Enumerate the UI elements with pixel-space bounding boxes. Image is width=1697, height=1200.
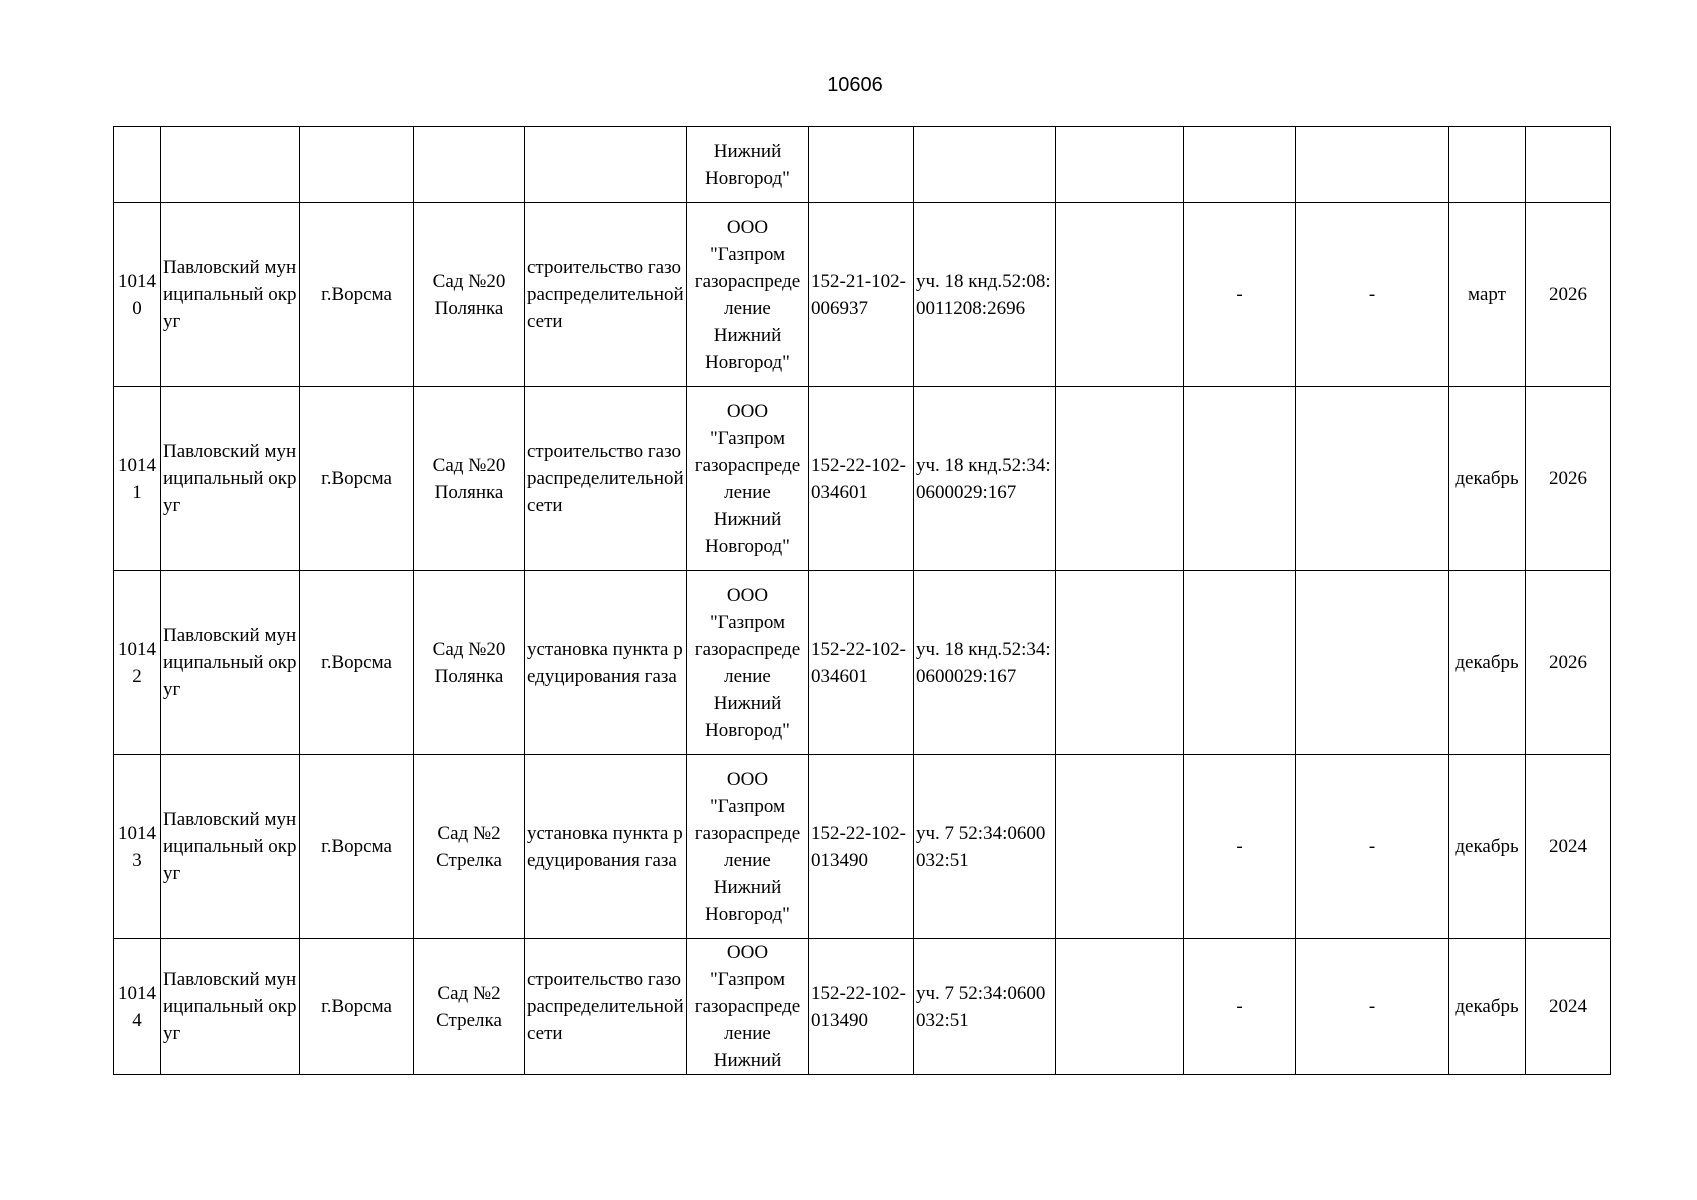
- cell-plot: [914, 127, 1056, 203]
- cell-month: март: [1449, 203, 1526, 387]
- cell-month: декабрь: [1449, 755, 1526, 939]
- cell-plot: уч. 18 кнд.52:08:0011208:2696: [914, 203, 1056, 387]
- cell-col11: -: [1296, 203, 1449, 387]
- cell-year: 2026: [1526, 387, 1611, 571]
- cell-col10: [1184, 127, 1296, 203]
- cell-org: ООО "Газпром газораспреде ление Нижний Новгород": [687, 755, 809, 939]
- cell-col10: -: [1184, 939, 1296, 1075]
- cell-year: 2026: [1526, 571, 1611, 755]
- cell-plot: уч. 7 52:34:0600032:51: [914, 755, 1056, 939]
- cell-town: г.Ворсма: [300, 939, 414, 1075]
- cell-work: [525, 127, 687, 203]
- cell-num: [114, 127, 161, 203]
- cell-district: Павловский муниципальный округ: [161, 203, 300, 387]
- cell-num: 10140: [114, 203, 161, 387]
- table-row: [114, 755, 1611, 939]
- cell-location: Сад №2 Стрелка: [414, 755, 525, 939]
- cell-col9: [1056, 571, 1184, 755]
- cell-town: г.Ворсма: [300, 755, 414, 939]
- cell-num: 10143: [114, 755, 161, 939]
- cell-year: 2026: [1526, 203, 1611, 387]
- cell-col11: -: [1296, 755, 1449, 939]
- cell-code: 152-22-102-034601: [809, 571, 914, 755]
- cell-col10: -: [1184, 203, 1296, 387]
- cell-col11: [1296, 387, 1449, 571]
- table-row: [114, 571, 1611, 755]
- table-row: [114, 203, 1611, 387]
- cell-code: 152-22-102-013490: [809, 939, 914, 1075]
- cell-work: строительство газораспределительной сети: [525, 939, 687, 1075]
- cell-town: г.Ворсма: [300, 387, 414, 571]
- cell-location: [414, 127, 525, 203]
- table-row: [114, 387, 1611, 571]
- cell-town: [300, 127, 414, 203]
- cell-work: установка пункта редуцирования газа: [525, 571, 687, 755]
- cell-col9: [1056, 127, 1184, 203]
- cell-col10: -: [1184, 755, 1296, 939]
- cell-month: [1449, 127, 1526, 203]
- cell-district: Павловский муниципальный округ: [161, 939, 300, 1075]
- cell-org: Нижний Новгород": [687, 127, 809, 203]
- cell-plot: уч. 7 52:34:0600032:51: [914, 939, 1056, 1075]
- cell-col9: [1056, 755, 1184, 939]
- cell-org: ООО "Газпром газораспреде ление Нижний Новгород": [687, 387, 809, 571]
- cell-code: 152-22-102-034601: [809, 387, 914, 571]
- cell-col9: [1056, 387, 1184, 571]
- cell-col11: [1296, 127, 1449, 203]
- continuation-row: [114, 127, 1611, 203]
- cell-plot: уч. 18 кнд.52:34:0600029:167: [914, 571, 1056, 755]
- cell-num: 10144: [114, 939, 161, 1075]
- cell-location: Сад №20 Полянка: [414, 203, 525, 387]
- cell-month: декабрь: [1449, 571, 1526, 755]
- cell-org: ООО "Газпром газораспреде ление Нижний Новгород": [687, 203, 809, 387]
- cell-num: 10142: [114, 571, 161, 755]
- cell-plot: уч. 18 кнд.52:34:0600029:167: [914, 387, 1056, 571]
- cell-location: Сад №20 Полянка: [414, 571, 525, 755]
- gas-works-table: [113, 126, 1611, 1075]
- table-row: [114, 939, 1611, 1075]
- cell-year: [1526, 127, 1611, 203]
- cell-col10: [1184, 571, 1296, 755]
- cell-org: ООО "Газпром газораспреде ление Нижний Новгород": [687, 571, 809, 755]
- cell-col9: [1056, 939, 1184, 1075]
- cell-month: декабрь: [1449, 939, 1526, 1075]
- cell-code: [809, 127, 914, 203]
- cell-year: 2024: [1526, 939, 1611, 1075]
- cell-town: г.Ворсма: [300, 203, 414, 387]
- cell-work: строительство газораспределительной сети: [525, 203, 687, 387]
- cell-district: [161, 127, 300, 203]
- cell-month: декабрь: [1449, 387, 1526, 571]
- cell-work: строительство газораспределительной сети: [525, 387, 687, 571]
- cell-town: г.Ворсма: [300, 571, 414, 755]
- cell-col11: [1296, 571, 1449, 755]
- cell-num: 10141: [114, 387, 161, 571]
- cell-work: установка пункта редуцирования газа: [525, 755, 687, 939]
- cell-col11: -: [1296, 939, 1449, 1075]
- cell-location: Сад №20 Полянка: [414, 387, 525, 571]
- cell-district: Павловский муниципальный округ: [161, 571, 300, 755]
- cell-code: 152-21-102-006937: [809, 203, 914, 387]
- cell-district: Павловский муниципальный округ: [161, 387, 300, 571]
- cell-location: Сад №2 Стрелка: [414, 939, 525, 1075]
- page-number: 10606: [827, 74, 883, 96]
- cell-col10: [1184, 387, 1296, 571]
- cell-code: 152-22-102-013490: [809, 755, 914, 939]
- cell-col9: [1056, 203, 1184, 387]
- cell-district: Павловский муниципальный округ: [161, 755, 300, 939]
- cell-org: ООО "Газпром газораспреде ление Нижний: [687, 939, 809, 1075]
- cell-year: 2024: [1526, 755, 1611, 939]
